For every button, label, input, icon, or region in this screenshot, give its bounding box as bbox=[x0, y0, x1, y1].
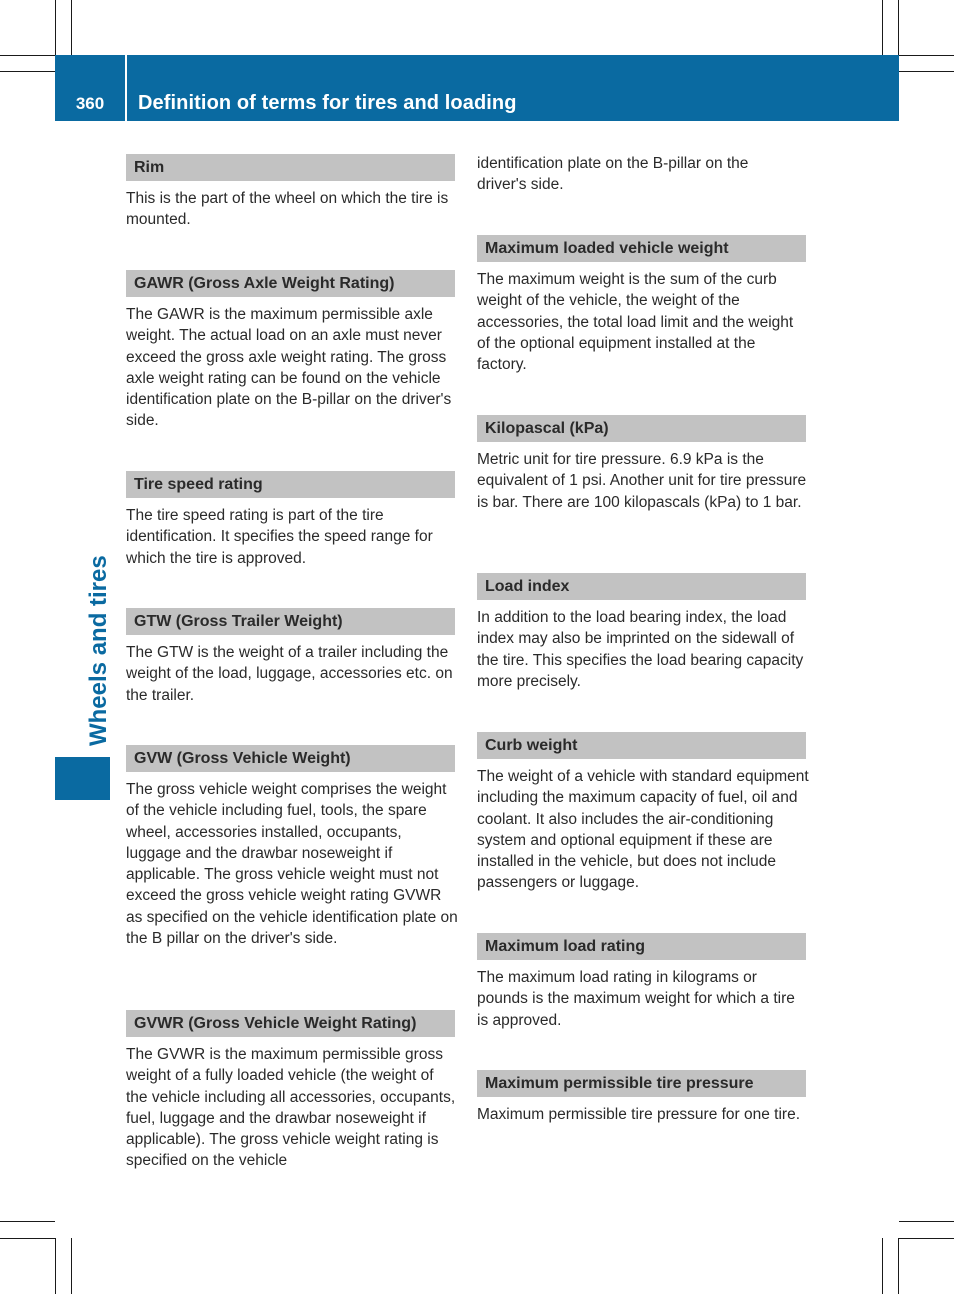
chapter-tab-text: Wheels and tires bbox=[85, 555, 112, 746]
crop-mark bbox=[899, 1221, 954, 1222]
page-number: 360 bbox=[75, 94, 105, 113]
crop-mark bbox=[898, 0, 899, 55]
chapter-tab-marker bbox=[55, 757, 110, 800]
section-text-max-permissible-tire-pressure: Maximum permissible tire pressure for one tire. bbox=[477, 1106, 801, 1123]
section-heading-gvwr: GVWR (Gross Vehicle Weight Rating) bbox=[126, 1010, 455, 1037]
crop-mark bbox=[898, 1238, 899, 1294]
header-divider bbox=[125, 55, 127, 121]
section-text-tire-speed-rating: The tire speed rating is part of the tire identification. It specifies the speed range for which the tire is approved. bbox=[126, 507, 433, 567]
section-text-gawr: The GAWR is the maximum permissible axle weight. The actual load on an axle must never exceed the gross axle weight rating. The gross axle weight rating can be found on the vehicle identification plate on the B-pillar on the driver's side. bbox=[126, 306, 452, 430]
section-text-max-load-rating: The maximum load rating in kilograms or pounds is the maximum weight for which a tire is approved. bbox=[477, 969, 795, 1029]
crop-mark bbox=[71, 1238, 72, 1294]
crop-mark bbox=[882, 0, 883, 55]
continuation-text: identification plate on the B-pillar on the driver's side. bbox=[477, 155, 749, 194]
section-heading-kilopascal: Kilopascal (kPa) bbox=[477, 415, 806, 442]
section-text-kilopascal: Metric unit for tire pressure. 6.9 kPa is the equivalent of 1 psi. Another unit for tire pressure is bar. There are 100 kilopascals (kPa) to 1 bar. bbox=[477, 451, 807, 511]
page-header bbox=[55, 55, 899, 121]
section-heading-load-index: Load index bbox=[477, 573, 806, 600]
crop-mark bbox=[0, 55, 55, 56]
crop-mark bbox=[882, 1238, 883, 1294]
section-heading-gawr: GAWR (Gross Axle Weight Rating) bbox=[126, 270, 455, 297]
crop-mark bbox=[55, 0, 56, 55]
section-heading-max-load-rating: Maximum load rating bbox=[477, 933, 806, 960]
section-text-gvw: The gross vehicle weight comprises the weight of the vehicle including fuel, tools, the spare wheel, accessories installed, occupants, luggage and the drawbar noseweight if applicable. The gross vehicle weight must not exceed the gross vehicle weight rating GVWR as specified on the vehicle identification plate on the B pillar on the driver's side. bbox=[126, 781, 458, 948]
section-text-gvwr: The GVWR is the maximum permissible gross weight of a fully loaded vehicle (the weight of the vehicle including all accessories, occupants, fuel, luggage and the drawbar noseweight if applicable). The gross vehicle weight rating is specified on the vehicle bbox=[126, 1046, 456, 1170]
crop-mark bbox=[899, 1238, 954, 1239]
crop-mark bbox=[0, 71, 55, 72]
section-text-load-index: In addition to the load bearing index, the load index may also be imprinted on the sidewall of the tire. This specifies the load bearing capacity more precisely. bbox=[477, 609, 804, 690]
section-text-curb-weight: The weight of a vehicle with standard equipment including the maximum capacity of fuel, oil and coolant. It also includes the air-conditioning system and optional equipment if these are installed in the vehicle, but does not include passengers or luggage. bbox=[477, 768, 809, 892]
crop-mark bbox=[71, 0, 72, 55]
crop-mark bbox=[0, 1221, 55, 1222]
section-heading-gtw: GTW (Gross Trailer Weight) bbox=[126, 608, 455, 635]
section-text-rim: This is the part of the wheel on which the tire is mounted. bbox=[126, 190, 449, 229]
chapter-tab-label bbox=[84, 555, 114, 746]
page-title: Definition of terms for tires and loading bbox=[138, 92, 517, 114]
section-heading-gvw: GVW (Gross Vehicle Weight) bbox=[126, 745, 455, 772]
section-heading-max-permissible-tire-pressure: Maximum permissible tire pressure bbox=[477, 1070, 806, 1097]
section-heading-rim: Rim bbox=[126, 154, 455, 181]
section-heading-tire-speed-rating: Tire speed rating bbox=[126, 471, 455, 498]
crop-mark bbox=[0, 1238, 55, 1239]
crop-mark bbox=[55, 1238, 56, 1294]
crop-mark bbox=[899, 71, 954, 72]
section-heading-max-loaded-vehicle-weight: Maximum loaded vehicle weight bbox=[477, 235, 806, 262]
section-heading-curb-weight: Curb weight bbox=[477, 732, 806, 759]
section-text-gtw: The GTW is the weight of a trailer including the weight of the load, luggage, accessories etc. on the trailer. bbox=[126, 644, 453, 704]
section-text-max-loaded-vehicle-weight: The maximum weight is the sum of the curb weight of the vehicle, the weight of the accessories, the total load limit and the weight of the optional equipment installed at the factory. bbox=[477, 271, 794, 374]
crop-mark bbox=[899, 55, 954, 56]
